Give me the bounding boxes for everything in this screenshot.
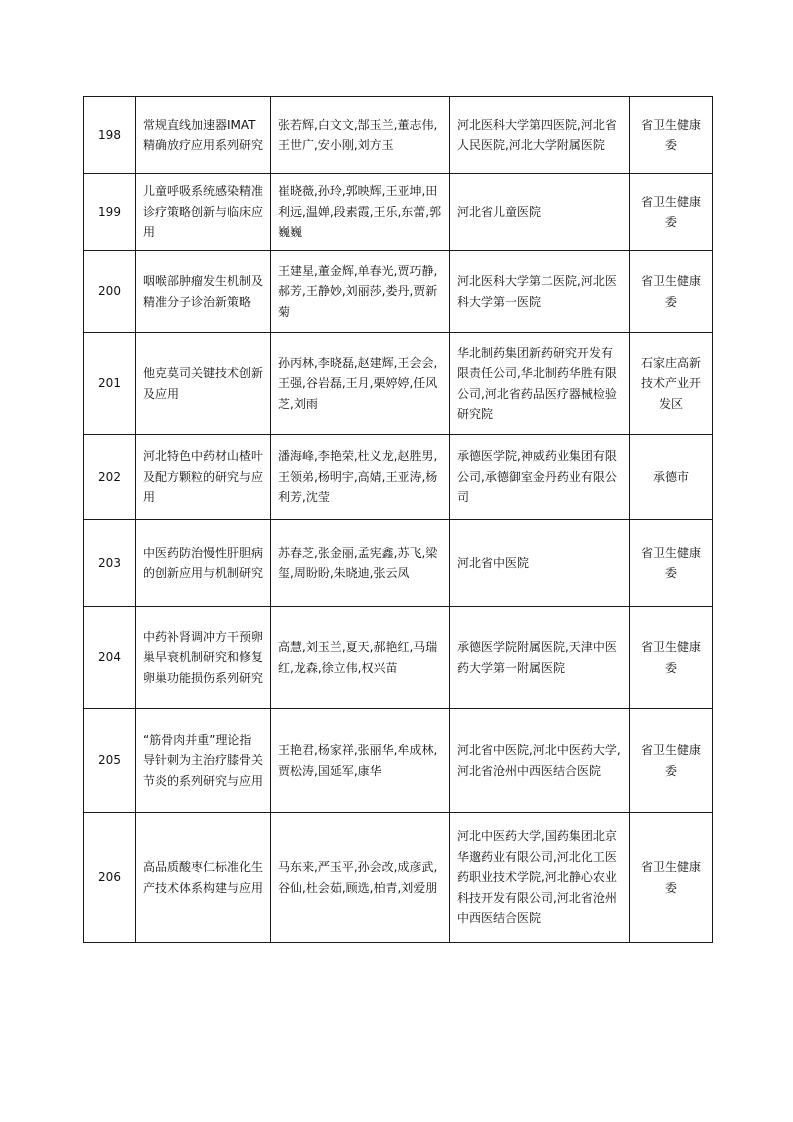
row-number: 201 — [84, 333, 136, 435]
contributors: 王建星,董金辉,单春光,贾巧静,郝芳,王静妙,刘丽莎,娄丹,贾新菊 — [271, 251, 450, 333]
contributors: 马东来,严玉平,孙会改,成彦武,谷仙,杜会茹,顾选,柏青,刘爱朋 — [271, 813, 450, 943]
row-number: 204 — [84, 607, 136, 709]
row-number: 202 — [84, 435, 136, 520]
organizations: 河北省中医院 — [450, 520, 630, 607]
row-number: 199 — [84, 174, 136, 251]
contributors: 高慧,刘玉兰,夏天,郝艳红,马瑞红,龙森,徐立伟,权兴苗 — [271, 607, 450, 709]
contributors: 张若辉,白文文,郜玉兰,董志伟,王世广,安小刚,刘方玉 — [271, 97, 450, 174]
project-name: 常规直线加速器IMAT精确放疗应用系列研究 — [136, 97, 271, 174]
project-name: 儿童呼吸系统感染精准诊疗策略创新与临床应用 — [136, 174, 271, 251]
row-number: 200 — [84, 251, 136, 333]
table-row — [84, 97, 713, 174]
project-name: 高品质酸枣仁标准化生产技术体系构建与应用 — [136, 813, 271, 943]
contributors: 潘海峰,李艳荣,杜义龙,赵胜男,王领弟,杨明宇,高婧,王亚涛,杨利芳,沈莹 — [271, 435, 450, 520]
table-row — [84, 251, 713, 333]
project-name: 他克莫司关键技术创新及应用 — [136, 333, 271, 435]
nominating-unit: 省卫生健康委 — [630, 174, 713, 251]
contributors: 孙丙林,李晓磊,赵建辉,王会会,王强,谷岩磊,王月,栗婷婷,任风芝,刘雨 — [271, 333, 450, 435]
organizations: 河北省中医院,河北中医药大学,河北省沧州中西医结合医院 — [450, 709, 630, 813]
table-row — [84, 435, 713, 520]
nominating-unit: 石家庄高新技术产业开发区 — [630, 333, 713, 435]
nominating-unit: 省卫生健康委 — [630, 520, 713, 607]
row-number: 203 — [84, 520, 136, 607]
award-table — [83, 96, 713, 943]
organizations: 承德医学院,神威药业集团有限公司,承德御室金丹药业有限公司 — [450, 435, 630, 520]
row-number: 206 — [84, 813, 136, 943]
project-name: 河北特色中药材山楂叶及配方颗粒的研究与应用 — [136, 435, 271, 520]
project-name: 中药补肾调冲方干预卵巢早衰机制研究和修复卵巢功能损伤系列研究 — [136, 607, 271, 709]
project-name: “筋骨肉并重”理论指导针刺为主治疗膝骨关节炎的系列研究与应用 — [136, 709, 271, 813]
table-row — [84, 709, 713, 813]
contributors: 王艳君,杨家祥,张丽华,牟成林,贾松涛,国延军,康华 — [271, 709, 450, 813]
nominating-unit: 省卫生健康委 — [630, 97, 713, 174]
table-row — [84, 333, 713, 435]
organizations: 河北医科大学第二医院,河北医科大学第一医院 — [450, 251, 630, 333]
table-row — [84, 813, 713, 943]
table-row — [84, 607, 713, 709]
project-name: 中医药防治慢性肝胆病的创新应用与机制研究 — [136, 520, 271, 607]
organizations: 河北中医药大学,国药集团北京华邈药业有限公司,河北化工医药职业技术学院,河北静心农业科技开发有限公司,河北省沧州中西医结合医院 — [450, 813, 630, 943]
row-number: 198 — [84, 97, 136, 174]
row-number: 205 — [84, 709, 136, 813]
nominating-unit: 省卫生健康委 — [630, 709, 713, 813]
organizations: 河北医科大学第四医院,河北省人民医院,河北大学附属医院 — [450, 97, 630, 174]
project-name: 咽喉部肿瘤发生机制及精准分子诊治新策略 — [136, 251, 271, 333]
table-row — [84, 520, 713, 607]
organizations: 华北制药集团新药研究开发有限责任公司,华北制药华胜有限公司,河北省药品医疗器械检验研究院 — [450, 333, 630, 435]
nominating-unit: 省卫生健康委 — [630, 607, 713, 709]
nominating-unit: 省卫生健康委 — [630, 251, 713, 333]
contributors: 苏春芝,张金丽,孟宪鑫,苏飞,梁玺,周盼盼,朱晓迪,张云凤 — [271, 520, 450, 607]
nominating-unit: 省卫生健康委 — [630, 813, 713, 943]
organizations: 河北省儿童医院 — [450, 174, 630, 251]
table-row — [84, 174, 713, 251]
contributors: 崔晓薇,孙玲,郭映辉,王亚坤,田利远,温婵,段素霞,王乐,东蕾,郭巍巍 — [271, 174, 450, 251]
organizations: 承德医学院附属医院,天津中医药大学第一附属医院 — [450, 607, 630, 709]
nominating-unit: 承德市 — [630, 435, 713, 520]
